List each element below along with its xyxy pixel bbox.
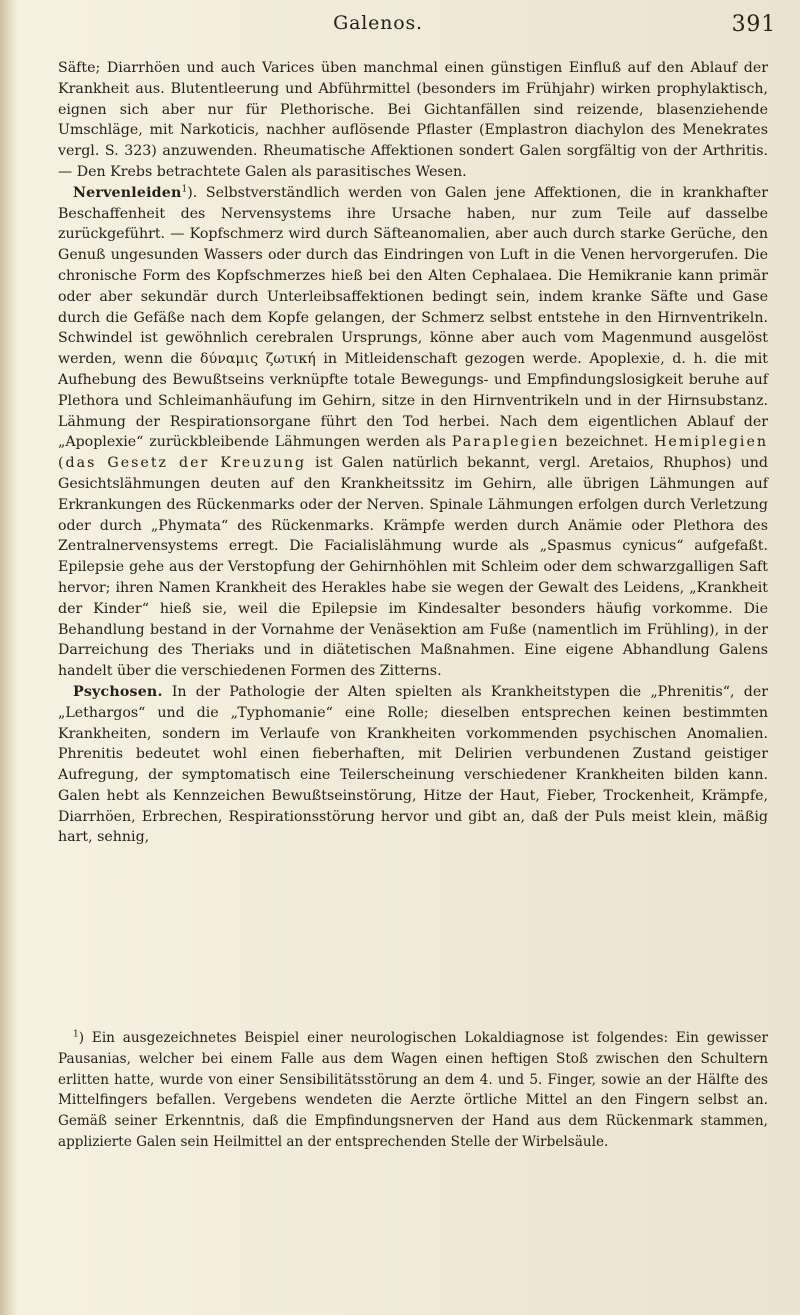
paragraph-psychosen-text: In der Pathologie der Alten spielten als Krankheitstypen die „Phrenitis“, der „Lethargos“ und die „Typhomanie“ eine Rolle; dieselben entsprechen keinen bestimmten Krankheiten, sondern im Verlaufe von Krankheiten vorkommenden psychischen Anomalien. Phrenitis bedeutet wohl einen fieberhaften, mit Delirien verbundenen Zustand geistiger Aufregung, der symptomatisch eine Teilerscheinung verschiedener Krankheiten bilden kann. Galen hebt als Kennzeichen Bewußtseinstörung, Hitze der Haut, Fieber, Trockenheit, Krämpfe, Diarrhöen, Erbrechen, Respirationsstörung hervor und gibt an, daß der Puls meist klein, mäßig hart, sehnig, [58, 683, 768, 846]
paragraph-nervenleiden [58, 183, 768, 682]
footnote-mark: 1 [73, 1029, 79, 1040]
page-number: 391 [731, 12, 776, 37]
running-title: Galenos. [333, 12, 423, 34]
main-text [58, 58, 768, 848]
section-heading-psychosen: Psychosen. [73, 683, 163, 700]
footnote-reference[interactable]: 1 [181, 184, 188, 195]
paragraph-nervenleiden-part-2: bezeichnet. [559, 434, 655, 451]
paragraph-nervenleiden-part-1: ). Selbstverständlich werden von Galen jene Affektionen, die in krankhafter Beschaffenheit des Nervensystems ihre Ursache haben, nur zum Teile auf dasselbe zurückgeführt. — Kopfschmerz wird durch Säfteanomalien, aber auch durch starke Gerüche, den Genuß ungesunden Wassers oder durch das Eindringen von Luft in die Venen hervorgerufen. Die chronische Form des Kopfschmerzes hieß bei den Alten Cephalaea. Die Hemikranie kann primär oder aber sekundär durch Unterleibsaffektionen bedingt sein, indem kranke Säfte und Gase durch die Gefäße nach dem Kopfe gelangen, der Schmerz selbst entstehe in den Hirnventrikeln. Schwindel ist gewöhnlich cerebralen Ursprungs, könne aber auch vom Magenmund ausgelöst werden, wenn die δύναμις ζωτική in Mitleidenschaft gezogen werde. Apoplexie, d. h. die mit Aufhebung des Bewußtseins verknüpfte totale Bewegungs- und Empfindungslosigkeit beruhe auf Plethora und Schleimanhäufung im Gehirn, sitze in den Hirnventrikeln und in der Hirnsubstanz. Lähmung der Respirationsorgane führt den Tod herbei. Nach dem eigentlichen Ablauf der „Apoplexie“ zurückbleibende Lähmungen werden als [58, 184, 768, 451]
footnote-text: ) Ein ausgezeichnetes Beispiel einer neurologischen Lokaldiagnose ist folgendes: Ein gewisser Pausanias, welcher bei einem Falle aus dem Wagen einen heftigen Stoß zwischen den Schultern erlitten hatte, wurde von einer Sensibilitätsstörung an dem 4. und 5. Finger, sowie an der Hälfte des Mittelfingers befallen. Vergebens wendeten die Aerzte örtliche Mittel an den Fingern selbst an. Gemäß seiner Erkenntnis, daß die Empfindungsnerven der Hand aus dem Rückenmark stammen, applizierte Galen sein Heilmittel an der entsprechenden Stelle der Wirbelsäule. [58, 1030, 768, 1150]
footnote-paragraph [58, 1028, 768, 1153]
running-header [60, 12, 776, 42]
page-gutter-shadow [0, 0, 18, 1315]
paragraph-psychosen [58, 682, 768, 848]
paragraph-gicht: Säfte; Diarrhöen und auch Varices üben manchmal einen günstigen Einfluß auf den Ablauf der Krankheit aus. Blutentleerung und Abführmittel (besonders im Frühjahr) wirken prophylaktisch, eignen sich aber nur für Plethorische. Bei Gichtanfällen sind reizende, blasenziehende Umschläge, mit Narkoticis, nachher auflösende Pflaster (Emplastron diachylon des Menekrates vergl. S. 323) anzuwenden. Rheumatische Affektionen sondert Galen sorgfältig von der Arthritis. — Den Krebs betrachtete Galen als parasitisches Wesen. [58, 60, 768, 180]
emphasis-hemiplegien: Hemiplegien (das Gesetz der Kreuzung [58, 434, 768, 472]
section-heading-nervenleiden: Nervenleiden [73, 184, 182, 201]
emphasis-paraplegien: Paraplegien [451, 434, 560, 451]
footnote [58, 1028, 768, 1153]
paragraph-nervenleiden-part-3: ist Galen natürlich bekannt, vergl. Aretaios, Rhuphos) und Gesichtslähmungen deuten auf den Krankheitssitz im Gehirn, alle übrigen Lähmungen auf Erkrankungen des Rückenmarks oder der Nerven. Spinale Lähmungen erfolgen durch Verletzung oder durch „Phymata“ des Rückenmarks. Krämpfe werden durch Anämie oder Plethora des Zentralnervensystems erregt. Die Facialislähmung wurde als „Spasmus cynicus“ aufgefaßt. Epilepsie gehe aus der Verstopfung der Gehirnhöhlen mit Schleim oder dem schwarzgalligen Saft hervor; ihren Namen Krankheit des Herakles habe sie wegen der Gewalt des Leidens, „Krankheit der Kinder“ hieß sie, weil die Epilepsie im Kindesalter besonders häufig vorkomme. Die Behandlung bestand in der Vornahme der Venäsektion am Fuße (namentlich im Frühling), in der Darreichung des Theriaks und in diätetischen Maßnahmen. Eine eigene Abhandlung Galens handelt über die verschiedenen Formen des Zitterns. [58, 455, 768, 680]
